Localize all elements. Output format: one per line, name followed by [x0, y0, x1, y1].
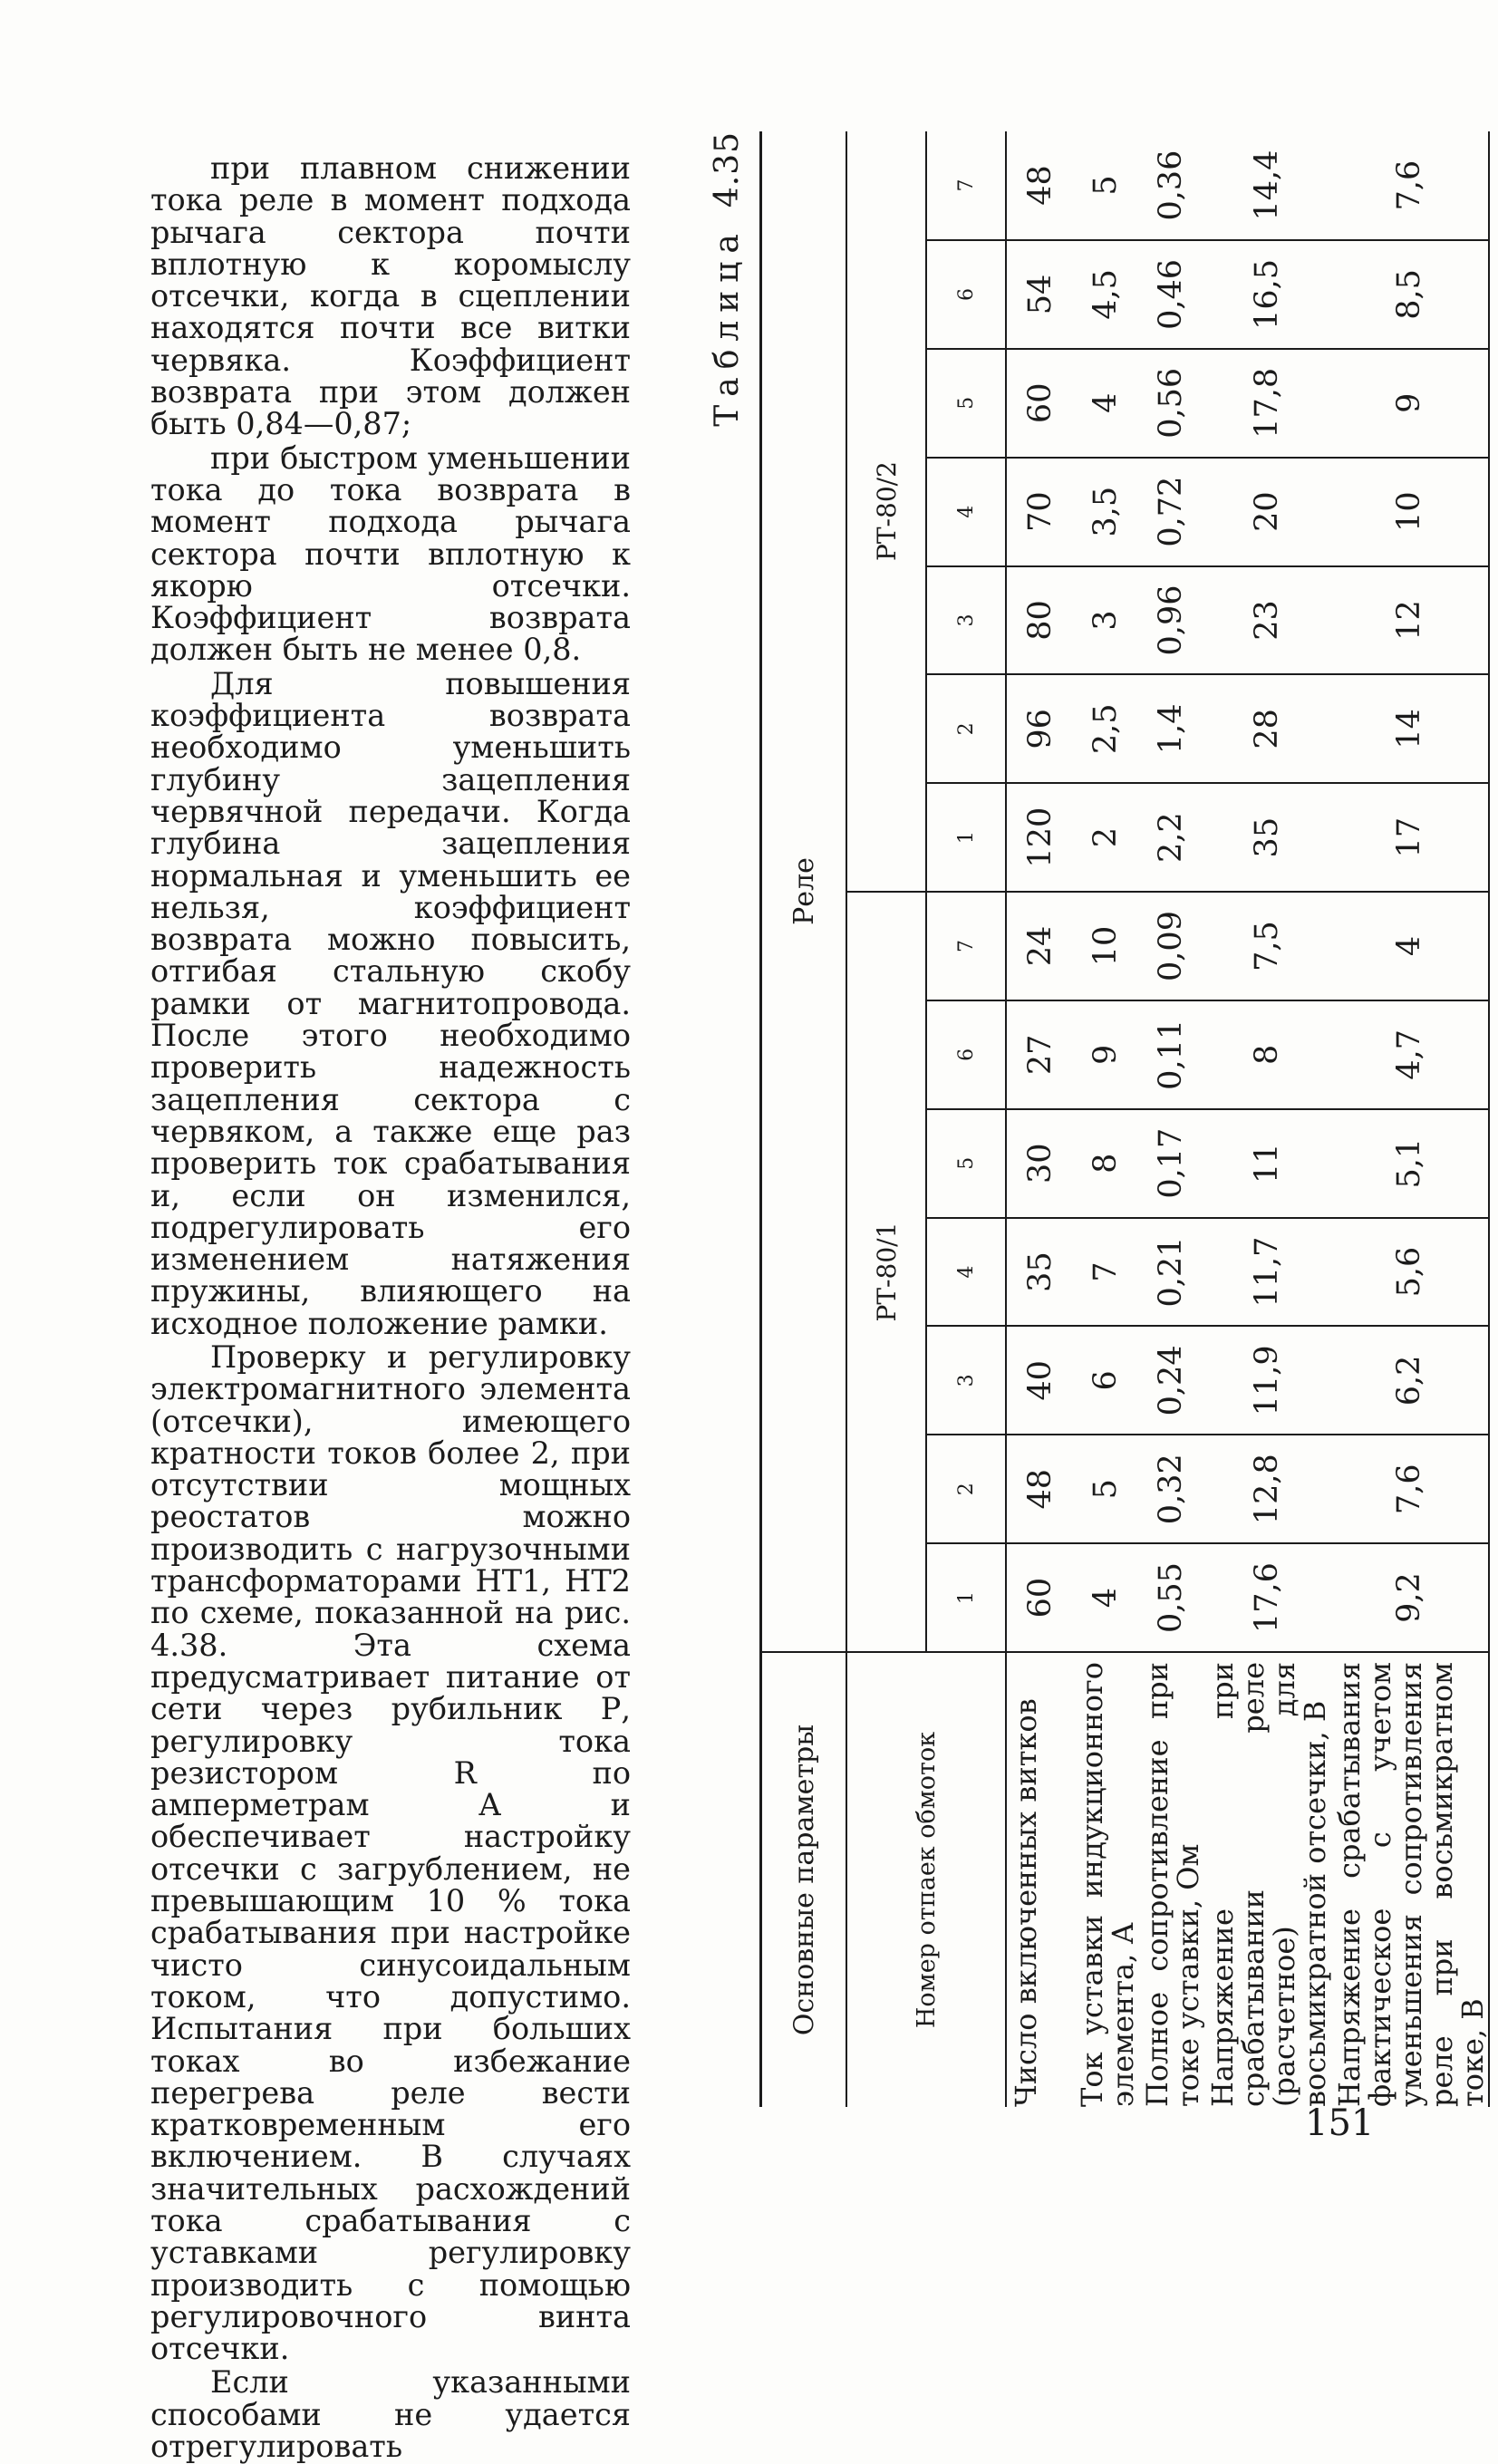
tap-number-cell: 5	[926, 1109, 1006, 1218]
tap-number-cell: 2	[926, 674, 1006, 783]
table-cell: 23	[1203, 566, 1330, 675]
table-cell: 6,2	[1330, 1326, 1489, 1435]
param-header-cell	[761, 1652, 847, 2107]
table-cell: 7,6	[1330, 1435, 1489, 1543]
table-cell: 2,5	[1073, 674, 1138, 783]
tap-number-cell: 6	[926, 1000, 1006, 1109]
table-cell: 16,5	[1203, 240, 1330, 349]
table-cell: 5,1	[1330, 1109, 1489, 1218]
tap-number-cell: 1	[926, 783, 1006, 892]
param-header: Основные параметры	[788, 1724, 820, 2036]
table-cell: 5	[1073, 1435, 1138, 1543]
table-cell: 3,5	[1073, 458, 1138, 566]
table-cell: 30	[1006, 1109, 1073, 1218]
row-label: Ток уставки индукционного элемента, А	[1075, 1661, 1140, 2107]
table-caption	[696, 131, 759, 2107]
table-cell: 11	[1203, 1109, 1330, 1218]
table-cell: 35	[1203, 783, 1330, 892]
table-cell: 17,6	[1203, 1543, 1330, 1652]
table-cell: 17,8	[1203, 349, 1330, 458]
paragraph: Если указанными способами не удается отрегулировать	[150, 2364, 631, 2464]
paragraph: Проверку и регулировку электромагнитного элемента (отсечки), имеющего кратности токов более 2, при отсутствии мощных реостатов можно производить с нагрузочными трансформаторами НТ1, НТ2 по схеме, показанной на рис. 4.38. Эта схема предусматривает питание от сети через рубильник Р, регулировку тока резистором R по амперметрам А и обеспечивает настройку отсечки с загрублением, не превышающим 10 % тока срабатывания при настройке чисто синусоидальным током, что допустимо. Испытания при больших токах во избежание перегрева реле вести кратковременным его включением. В случаях значительных расхождений тока срабатывания с уставками регулировку производить с помощью регулировочного винта отсечки.	[150, 1338, 631, 2367]
table-cell: 17	[1330, 783, 1489, 892]
tap-header: Номер отпаек обмоток	[846, 1652, 1006, 2107]
row-label: Полное сопротивление при токе уставки, Ом	[1140, 1661, 1205, 2107]
table-cell: 48	[1006, 131, 1073, 240]
table-cell: 0,55	[1138, 1543, 1203, 1652]
table-cell: 12,8	[1203, 1435, 1330, 1543]
table-cell: 12	[1330, 566, 1489, 675]
table-cell: 9	[1073, 1000, 1138, 1109]
rotated-table-block	[696, 131, 1490, 2107]
table-cell: 0,17	[1138, 1109, 1203, 1218]
table-cell: 0,46	[1138, 240, 1203, 349]
table-cell: 54	[1006, 240, 1073, 349]
table-cell: 9,2	[1330, 1543, 1489, 1652]
table-cell: 0,36	[1138, 131, 1203, 240]
tap-number-cell: 4	[926, 458, 1006, 566]
group-header-rt80-1: РТ-80/1	[846, 892, 926, 1652]
tap-number-cell: 5	[926, 349, 1006, 458]
tap-number-cell: 3	[926, 1326, 1006, 1435]
table-row	[1073, 131, 1138, 2107]
table-cell: 40	[1006, 1326, 1073, 1435]
table-cell: 11,9	[1203, 1326, 1330, 1435]
group-header-rt80-2: РТ-80/2	[846, 131, 926, 892]
tap-number-cell: 7	[926, 892, 1006, 1000]
table-cell: 0,72	[1138, 458, 1203, 566]
tap-number-cell: 4	[926, 1218, 1006, 1327]
table-cell: 0,11	[1138, 1000, 1203, 1109]
table-cell: 60	[1006, 349, 1073, 458]
table-caption-word: Таблица	[709, 226, 746, 427]
table-cell: 11,7	[1203, 1218, 1330, 1327]
table-cell: 48	[1006, 1435, 1073, 1543]
relay-parameters-table	[759, 131, 1490, 2107]
table-cell: 7	[1073, 1218, 1138, 1327]
table-cell: 4,5	[1073, 240, 1138, 349]
row-label: Напряжение срабатывания фактическое с учетом уменьшения сопротивления реле при восьмикратном токе, В	[1330, 1652, 1489, 2107]
table-cell: 80	[1006, 566, 1073, 675]
table-cell: 5,6	[1330, 1218, 1489, 1327]
table-cell: 5	[1073, 131, 1138, 240]
page-number: 151	[1305, 2102, 1375, 2144]
tap-number-cell: 6	[926, 240, 1006, 349]
table-cell: 24	[1006, 892, 1073, 1000]
table-cell: 0,09	[1138, 892, 1203, 1000]
table-cell: 28	[1203, 674, 1330, 783]
table-cell: 14	[1330, 674, 1489, 783]
table-row	[1330, 131, 1489, 2107]
table-cell: 9	[1330, 349, 1489, 458]
table-cell: 35	[1006, 1218, 1073, 1327]
row-label: Число включенных витков	[1009, 1698, 1043, 2107]
table-cell: 6	[1073, 1326, 1138, 1435]
table-cell: 0,24	[1138, 1326, 1203, 1435]
table-body	[1006, 131, 1489, 2107]
table-cell: 27	[1006, 1000, 1073, 1109]
table-cell: 20	[1203, 458, 1330, 566]
table-cell: 120	[1006, 783, 1073, 892]
table-cell: 1,4	[1138, 674, 1203, 783]
tap-number-cell: 7	[926, 131, 1006, 240]
table-cell: 8	[1203, 1000, 1330, 1109]
tap-number-cell: 2	[926, 1435, 1006, 1543]
table-cell: 14,4	[1203, 131, 1330, 240]
table-cell: 8,5	[1330, 240, 1489, 349]
table-cell: 70	[1006, 458, 1073, 566]
table-cell: 7,6	[1330, 131, 1489, 240]
body-text-column	[150, 152, 631, 2462]
tap-number-cell: 3	[926, 566, 1006, 675]
paragraph: при быстром уменьшении тока до тока возврата в момент подхода рычага сектора почти вплотную к якорю отсечки. Коэффициент возврата должен быть не менее 0,8.	[150, 440, 631, 668]
table-cell: 10	[1330, 458, 1489, 566]
table-cell: 0,32	[1138, 1435, 1203, 1543]
table-cell: 8	[1073, 1109, 1138, 1218]
paragraph: при плавном снижении тока реле в момент подхода рычага сектора почти вплотную к коромыслу отсечки, когда в сцеплении находятся почти все витки червяка. Коэффициент возврата при этом должен быть 0,84—0,87;	[150, 150, 631, 442]
table-cell: 4	[1330, 892, 1489, 1000]
table-caption-number: 4.35	[709, 131, 746, 208]
tap-number-cell: 1	[926, 1543, 1006, 1652]
table-cell: 10	[1073, 892, 1138, 1000]
table-row	[1138, 131, 1203, 2107]
table-cell: 96	[1006, 674, 1073, 783]
relay-header: Реле	[761, 131, 847, 1652]
table-cell: 7,5	[1203, 892, 1330, 1000]
paragraph: Для повышения коэффициента возврата необходимо уменьшить глубину зацепления червячной передачи. Когда глубина зацепления нормальная и уменьшить ее нельзя, коэффициент возврата можно повысить, отгибая стальную скобу рамки от магнитопровода. После этого необходимо проверить надежность зацепления сектора с червяком, а также еще раз проверить ток срабатывания и, если он изменился, подрегулировать его изменением натяжения пружины, влияющего на исходное положение рамки.	[150, 665, 631, 1341]
table-cell: 0,21	[1138, 1218, 1203, 1327]
table-cell: 0,56	[1138, 349, 1203, 458]
table-cell: 4,7	[1330, 1000, 1489, 1109]
table-row	[1203, 131, 1330, 2107]
row-label: Напряжение при срабатывании реле (расчетное) для восьмикратной отсечки, В	[1205, 1661, 1332, 2107]
table-cell: 2,2	[1138, 783, 1203, 892]
table-row	[1006, 131, 1073, 2107]
table-cell: 2	[1073, 783, 1138, 892]
table-cell: 3	[1073, 566, 1138, 675]
table-cell: 4	[1073, 349, 1138, 458]
table-cell: 60	[1006, 1543, 1073, 1652]
table-cell: 0,96	[1138, 566, 1203, 675]
table-cell: 4	[1073, 1543, 1138, 1652]
